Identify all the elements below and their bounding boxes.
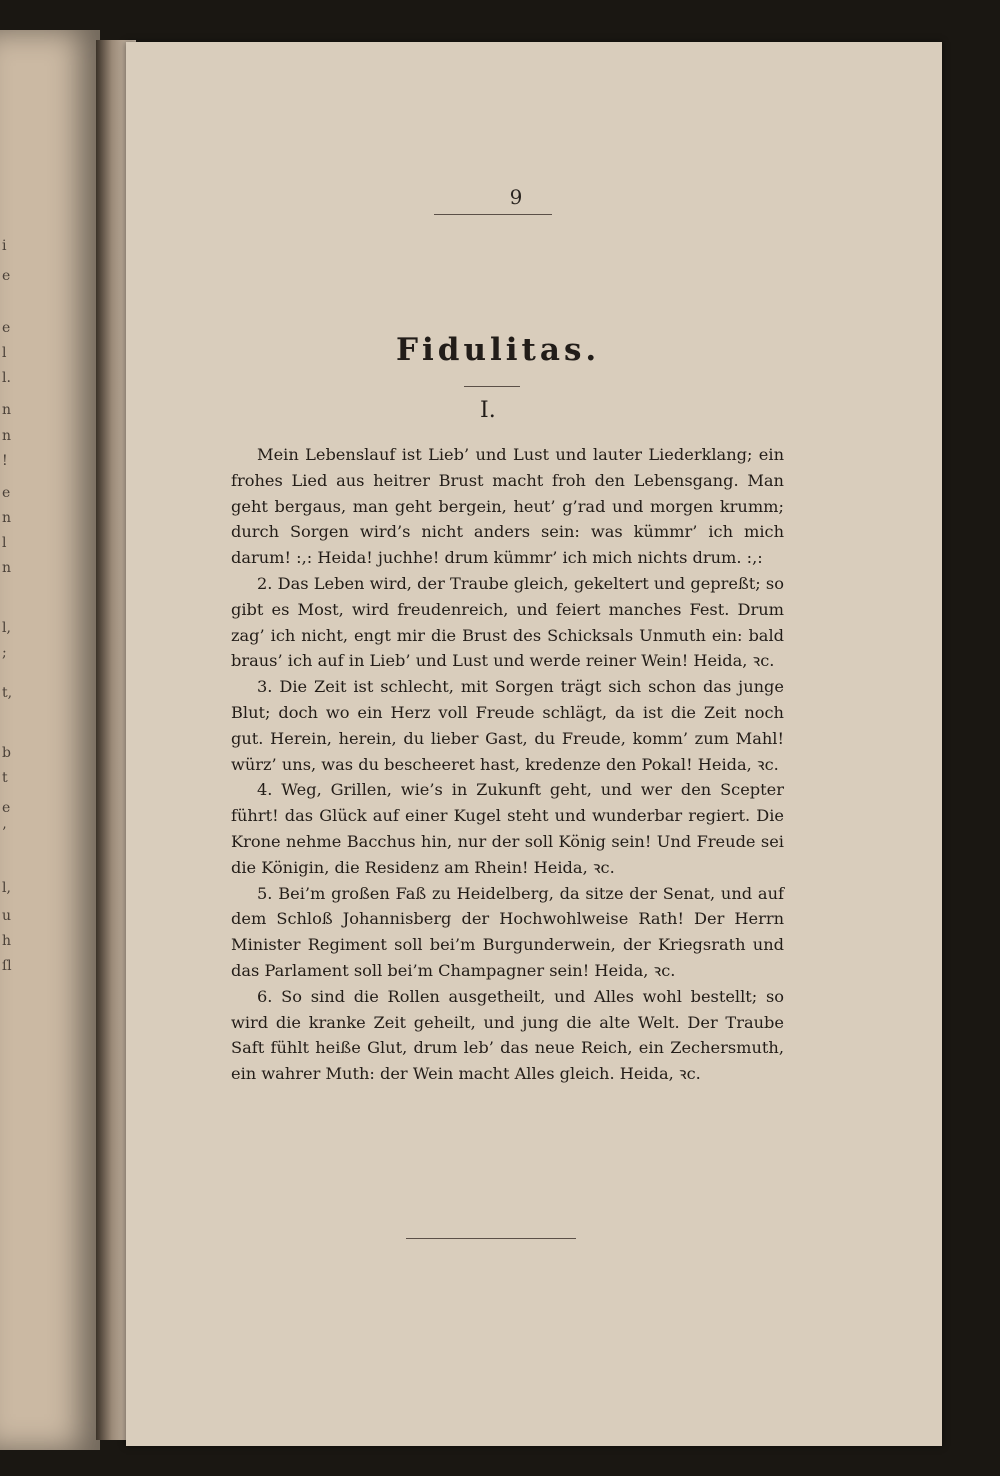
header-rule: [434, 214, 552, 215]
facing-page-fragment: l,: [2, 620, 11, 636]
facing-page-fragment: i: [2, 238, 7, 254]
facing-page-fragment: h: [2, 933, 12, 949]
facing-page-fragment: l: [2, 535, 7, 551]
stanza: Mein Lebenslauf ist Lieb’ und Lust und lauter Liederklang; ein frohes Lied aus heitrer Brust macht froh den Lebensgang. Man geht bergaus, man geht bergein, heut’ g’rad und morgen krumm; durch Sorgen wird’s nicht anders sein: was kümmr’ ich mich darum! :,: Heida! juchhe! drum kümmr’ ich mich nichts drum. :,:: [231, 445, 784, 568]
stanza: 4. Weg, Grillen, wie’s in Zukunft geht, und wer den Scepter führt! das Glück auf einer Kugel steht und wunderbar regiert. Die Krone nehme Bacchus hin, nur der soll König sein! Und Freude sei die Königin, die Residenz am Rhein! Heida, ꝛc.: [231, 780, 784, 877]
facing-page-edge: [0, 30, 100, 1450]
facing-page-fragment: ;: [2, 645, 7, 661]
section-number: I.: [480, 398, 496, 423]
facing-page-fragment: !: [2, 453, 8, 469]
stanza: 3. Die Zeit ist schlecht, mit Sorgen trägt sich schon das junge Blut; doch wo ein Herz voll Freude schlägt, da ist die Zeit noch gut. Herein, herein, du lieber Gast, du Freude, komm’ zum Mahl! würz’ uns, was du bescheeret hast, kredenze den Pokal! Heida, ꝛc.: [231, 677, 784, 774]
facing-page-fragment: n: [2, 428, 12, 444]
facing-page-fragment: n: [2, 560, 12, 576]
facing-page-fragment: ſl: [2, 958, 12, 974]
stanza: 2. Das Leben wird, der Traube gleich, gekeltert und gepreßt; so gibt es Most, wird freudenreich, und feiert manches Fest. Drum zag’ ich nicht, engt mir die Brust des Schicksals Unmuth ein: bald braus’ ich auf in Lieb’ und Lust und werde reiner Wein! Heida, ꝛc.: [231, 573, 784, 671]
facing-page-fragment: e: [2, 268, 11, 284]
facing-page-fragment: l,: [2, 880, 11, 896]
facing-page-fragment: t,: [2, 685, 13, 701]
facing-page-fragment: n: [2, 510, 12, 526]
stanza: 5. Bei’m großen Faß zu Heidelberg, da sitze der Senat, und auf dem Schloß Johannisberg der Hochwohlweise Rath! Der Herrn Minister Regiment soll bei’m Burgunderwein, der Kriegsrath und das Parlament soll bei’m Champagner sein! Heida, ꝛc.: [231, 883, 784, 980]
stanza: 6. So sind die Rollen ausgetheilt, und Alles wohl bestellt; so wird die kranke Zeit geheilt, und jung die alte Welt. Der Traube Saft fühlt heiße Glut, drum leb’ das neue Reich, ein Zechersmuth, ein wahrer Muth: der Wein macht Alles gleich. Heida, ꝛc.: [231, 986, 784, 1084]
facing-page-fragment: e: [2, 800, 11, 816]
facing-page-fragment: u: [2, 908, 12, 924]
title-rule: [464, 386, 520, 387]
book-page: [126, 42, 942, 1446]
facing-page-fragment: e: [2, 320, 11, 336]
facing-page-fragment: t: [2, 770, 8, 786]
facing-page-fragment: n: [2, 402, 12, 418]
facing-page-fragment: l.: [2, 370, 11, 386]
page-number: 9: [509, 185, 523, 209]
poem-body: [231, 442, 784, 1087]
facing-page-fragment: b: [2, 745, 11, 761]
facing-page-fragment: l: [2, 345, 7, 361]
page-title: Fidulitas.: [396, 332, 601, 368]
facing-page-fragment: ’: [2, 825, 7, 841]
closing-rule: [406, 1238, 576, 1239]
facing-page-fragment: e: [2, 485, 11, 501]
